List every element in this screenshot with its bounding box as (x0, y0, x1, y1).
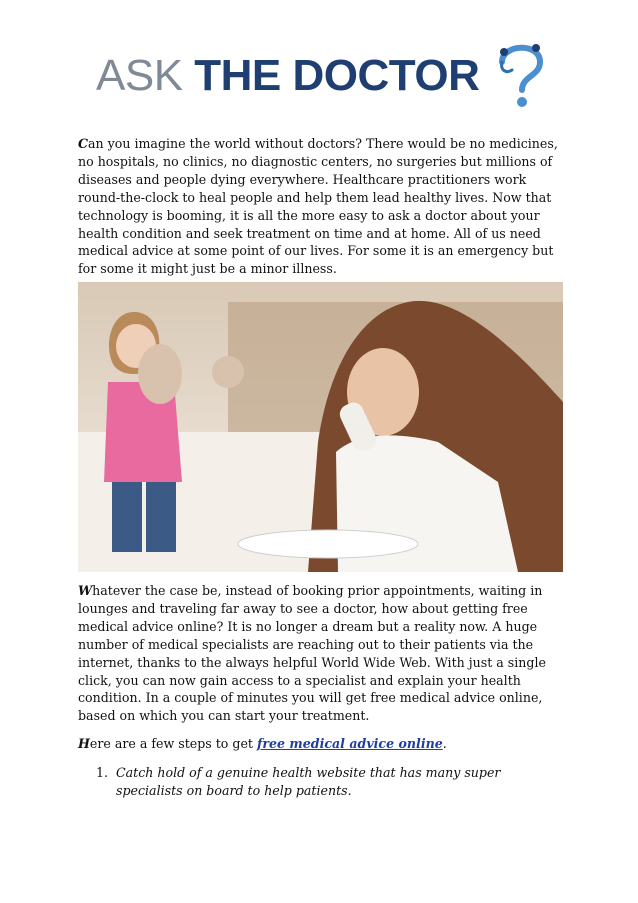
intro-paragraph (78, 135, 566, 278)
body-paragraph (78, 582, 566, 725)
intro-text: an you imagine the world without doctors? There would be no medicines, no hospitals, no clinics, no diagnostic centers, no surgeries but millions of diseases and people dying everywhere. Healthcare practitioners work round-the-clock to heal people and help them lead healthy lives. Now that technology is booming, it is all the more easy to ask a doctor about your health condition and seek treatment on time and at home. All of us need medical advice at some point of our lives. For some it is an emergency but for some it might just be a minor illness. (78, 136, 558, 277)
free-medical-advice-link[interactable]: free medical advice online (256, 736, 443, 751)
step-number: 1. (96, 765, 109, 780)
stethoscope-question-mark-icon (494, 36, 550, 116)
logo-ask: ASK (96, 51, 183, 100)
body-text: hatever the case be, instead of booking prior appointments, waiting in lounges and traveling far away to see a doctor, how about getting free medical advice online? It is no longer a dream but a reality now. A huge number of medical specialists are reaching out to their patients via the internet, thanks to the always helpful World Wide Web. With just a single click, you can now gain access to a specialist and explain your health condition. In a couple of minutes you will get free medical advice online, based on which you can start your treatment. (78, 583, 546, 724)
ask-the-doctor-logo (96, 36, 556, 116)
steps-intro-paragraph (78, 735, 566, 753)
steps-intro-end: . (442, 736, 447, 751)
logo-wordmark (96, 50, 479, 102)
mother-on-phone-with-child-photo (78, 282, 563, 572)
body-dropcap: W (78, 583, 93, 598)
steps-list (96, 764, 566, 800)
list-item (96, 764, 566, 800)
steps-intro-text: ere are a few steps to get (89, 736, 257, 751)
steps-intro-dropcap: H (78, 736, 90, 751)
intro-dropcap: C (78, 136, 89, 151)
step-text: Catch hold of a genuine health website that has many super specialists on board to help patients. (116, 765, 501, 798)
logo-the-doctor: THE DOCTOR (194, 51, 480, 100)
